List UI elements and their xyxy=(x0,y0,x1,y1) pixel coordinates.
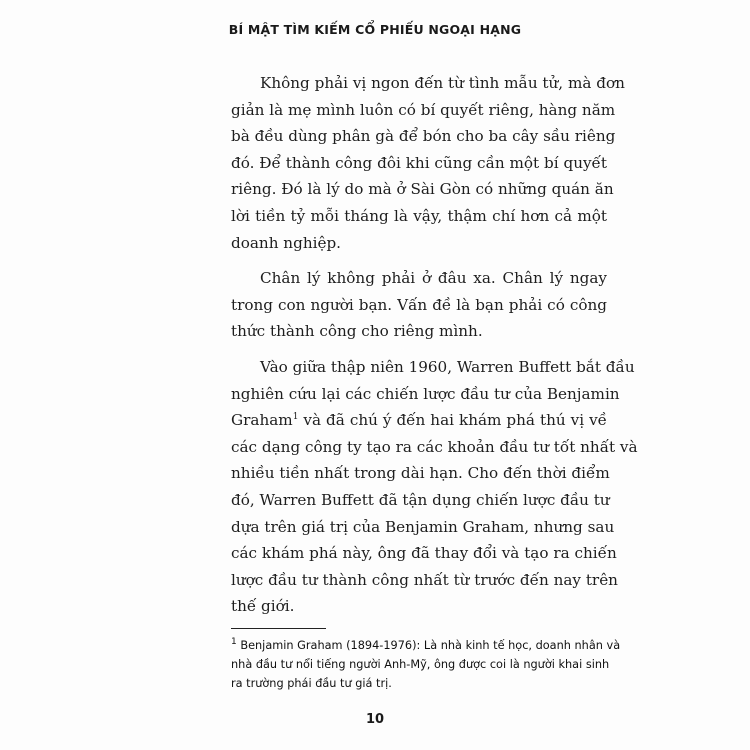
text-span: Graham xyxy=(231,411,293,430)
text-line xyxy=(231,407,607,434)
text-line: thức thành công cho riêng mình. xyxy=(231,322,483,341)
text-line: nhiều tiền nhất trong dài hạn. Cho đến thời điểm xyxy=(231,464,610,483)
text-line: dựa trên giá trị của Benjamin Graham, nhưng sau xyxy=(231,517,615,536)
text-line: riêng. Đó là lý do mà ở Sài Gòn có những quán ăn xyxy=(231,180,614,199)
footnote-line xyxy=(231,636,621,655)
page-number: 10 xyxy=(365,712,385,727)
text-line: Vào giữa thập niên 1960, Warren Buffett bắt đầu xyxy=(260,357,635,376)
text-line: lược đầu tư thành công nhất từ trước đến nay trên xyxy=(231,570,618,589)
text-span: và đã chú ý đến hai khám phá thú vị về xyxy=(298,411,607,430)
footnote xyxy=(231,636,621,693)
footnote-line: nhà đầu tư nổi tiếng người Anh-Mỹ, ông được coi là người khai sinh xyxy=(231,658,610,671)
running-header: BÍ MẬT TÌM KIẾM CỔ PHIẾU NGOẠI HẠNG xyxy=(228,22,522,37)
paragraph-2 xyxy=(231,265,607,345)
text-line: đó, Warren Buffett đã tận dụng chiến lược đầu tư xyxy=(231,490,610,509)
text-line: bà đều dùng phân gà để bón cho ba cây sầu riêng xyxy=(231,127,616,146)
text-line: lời tiền tỷ mỗi tháng là vậy, thậm chí hơn cả một xyxy=(231,206,607,225)
text-line: giản là mẹ mình luôn có bí quyết riêng, hàng năm xyxy=(231,100,616,119)
footnote-line: ra trường phái đầu tư giá trị. xyxy=(231,677,392,690)
footnote-reference[interactable]: 1 xyxy=(292,412,299,423)
text-line: nghiên cứu lại các chiến lược đầu tư của Benjamin xyxy=(231,384,620,403)
text-line: Không phải vị ngon đến từ tình mẫu tử, mà đơn xyxy=(260,74,625,92)
text-line: trong con người bạn. Vấn đề là bạn phải có công xyxy=(231,295,607,314)
body-text xyxy=(231,70,638,629)
paragraph-3 xyxy=(231,354,638,620)
paragraph-1 xyxy=(231,70,625,256)
text-line: các dạng công ty tạo ra các khoản đầu tư tốt nhất và xyxy=(231,437,638,456)
text-line: doanh nghiệp. xyxy=(231,233,341,252)
text-span: Benjamin Graham (1894-1976): Là nhà kinh tế học, doanh nhân và xyxy=(236,639,621,652)
footnote-divider xyxy=(231,628,326,629)
footnote-marker: 1 xyxy=(231,637,237,648)
text-line: thế giới. xyxy=(231,597,295,616)
text-line: các khám phá này, ông đã thay đổi và tạo ra chiến xyxy=(231,544,617,563)
text-line: Chân lý không phải ở đâu xa. Chân lý ngay xyxy=(260,269,607,288)
text-line: đó. Để thành công đôi khi cũng cần một bí quyết xyxy=(231,153,607,172)
